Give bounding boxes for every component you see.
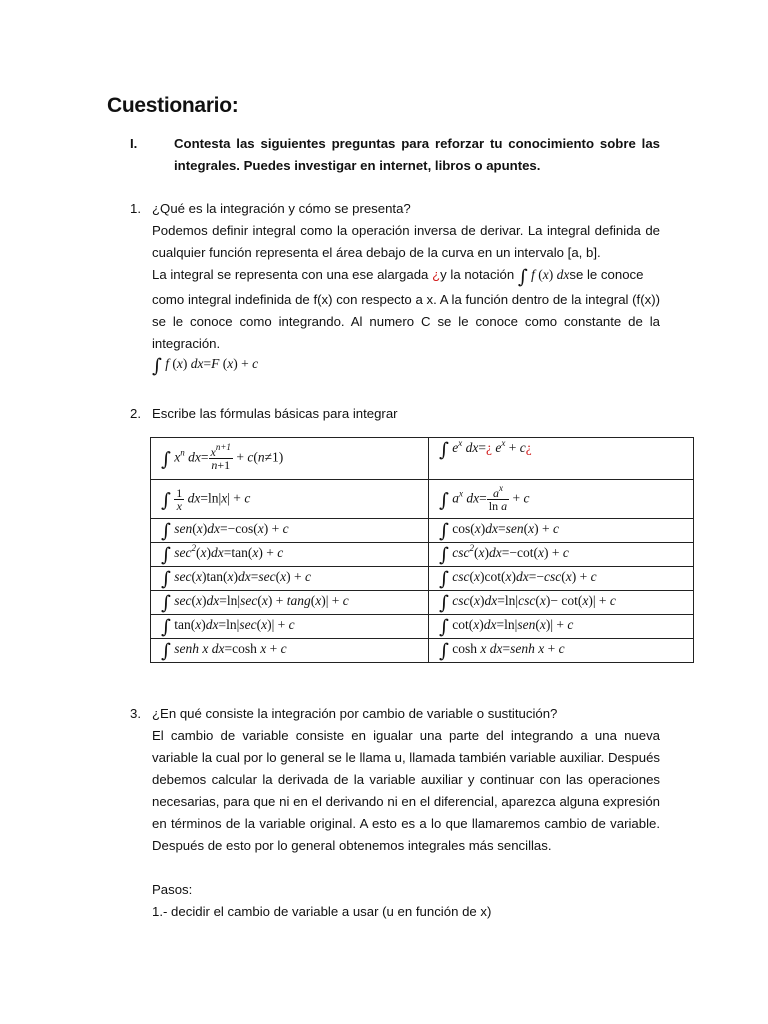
table-row — [151, 519, 694, 543]
q1-paragraph-1: Podemos definir integral como la operación inversa de derivar. La integral definida de cualquier función representa el área debajo de la curva en un intervalo [a, b]. — [152, 223, 660, 260]
q3-steps-label: Pasos: — [152, 882, 193, 897]
q2-question: Escribe las fórmulas básicas para integrar — [152, 406, 398, 421]
q3-step-1: 1.- decidir el cambio de variable a usar (u en función de x) — [152, 904, 492, 919]
formula-sine: ∫ sen(x)dx=−cos(x) + c — [151, 519, 429, 543]
formula-power: ∫ $x^n$ dx= $\frac{x^{n+1}}{n+1}$ + c(n≠1) — [151, 438, 429, 480]
formula-secant-squared: ∫ $\sec^2(x)dx=\tan(x) + c$ — [151, 543, 429, 567]
table-row — [151, 438, 694, 480]
page-title: Cuestionario: — [107, 94, 239, 117]
q1-notation-text-a: La integral se representa con una ese alargada — [152, 267, 429, 282]
formulas-table — [150, 437, 694, 663]
formula-exponential: ∫ $e^x$ dx=¿ $e^x$ + c¿ — [429, 438, 694, 480]
formula-hyperbolic-cosine: ∫ cosh x dx=senh x + c — [429, 639, 694, 663]
table-row — [151, 639, 694, 663]
table-row — [151, 480, 694, 519]
formula-cotangent: ∫ cot(x)dx=ln|sen(x)| + c — [429, 615, 694, 639]
table-row — [151, 615, 694, 639]
formula-cosecant: ∫ csc(x)dx=ln|csc(x)− cot(x)| + c — [429, 591, 694, 615]
table-row — [151, 567, 694, 591]
formula-cosine: ∫ cos(x)dx=sen(x) + c — [429, 519, 694, 543]
q3-number: 3. — [130, 706, 141, 721]
formula-hyperbolic-sine: ∫ senh x dx=cosh x + c — [151, 639, 429, 663]
q1-notation-line — [152, 264, 664, 287]
formula-tangent: ∫ tan(x)dx=ln|sec(x)| + c — [151, 615, 429, 639]
q1-number: 1. — [130, 201, 141, 216]
q1-paragraph-3: como integral indefinida de f(x) con respecto a x. A la función dentro de la integral (f(x)) se le conoce como integrando. Al numero C se le conoce como constante de la integración. — [152, 292, 660, 351]
q1-notation-formula: ∫ f (x) dx — [517, 266, 570, 288]
q2-number: 2. — [130, 406, 141, 421]
q1-main-formula: ∫ f (x) dx=F (x) + c — [152, 355, 259, 377]
q1-notation-text-b: y la notación — [440, 267, 515, 282]
section-instruction: Contesta las siguientes preguntas para reforzar tu conocimiento sobre las integrales. Puedes investigar en internet, libros o apuntes. — [174, 136, 660, 173]
table-row — [151, 543, 694, 567]
formula-secant: ∫ sec(x)dx=ln|sec(x) + tang(x)| + c — [151, 591, 429, 615]
q1-question: ¿Qué es la integración y cómo se presenta? — [152, 201, 411, 216]
q1-integral-glyph: ¿ — [432, 267, 441, 282]
q3-answer: El cambio de variable consiste en igualar una parte del integrando a una nueva variable la cual por lo general se le llama u, llamada también variable auxiliar. Después debemos calcular la derivada de la variable auxiliar y continuar con las operaciones necesarias, para que ni en el derivando ni en el diferencial, aparezca alguna expresión en términos de la variable original. A esto es a lo que llamaremos cambio de variable. Después de esto por lo general obtenemos integrales más sencillas. — [152, 728, 660, 853]
formula-reciprocal: ∫ $\frac{1}{x}$ dx=ln|x| + c — [151, 480, 429, 519]
formula-secant-tangent: ∫ sec(x)tan(x)dx=sec(x) + c — [151, 567, 429, 591]
formula-cosecant-squared: ∫ $\csc^2(x)dx=-\cot(x) + c$ — [429, 543, 694, 567]
formula-cosecant-cotangent: ∫ csc(x)cot(x)dx=−csc(x) + c — [429, 567, 694, 591]
q1-notation-text-c: se le conoce — [569, 267, 644, 282]
formula-general-exponential: ∫ $a^x$ dx= $\frac{a^x}{\text{ln a}}$ + c — [429, 480, 694, 519]
q3-question: ¿En qué consiste la integración por cambio de variable o sustitución? — [152, 706, 558, 721]
section-numeral: I. — [130, 136, 138, 151]
table-row — [151, 591, 694, 615]
